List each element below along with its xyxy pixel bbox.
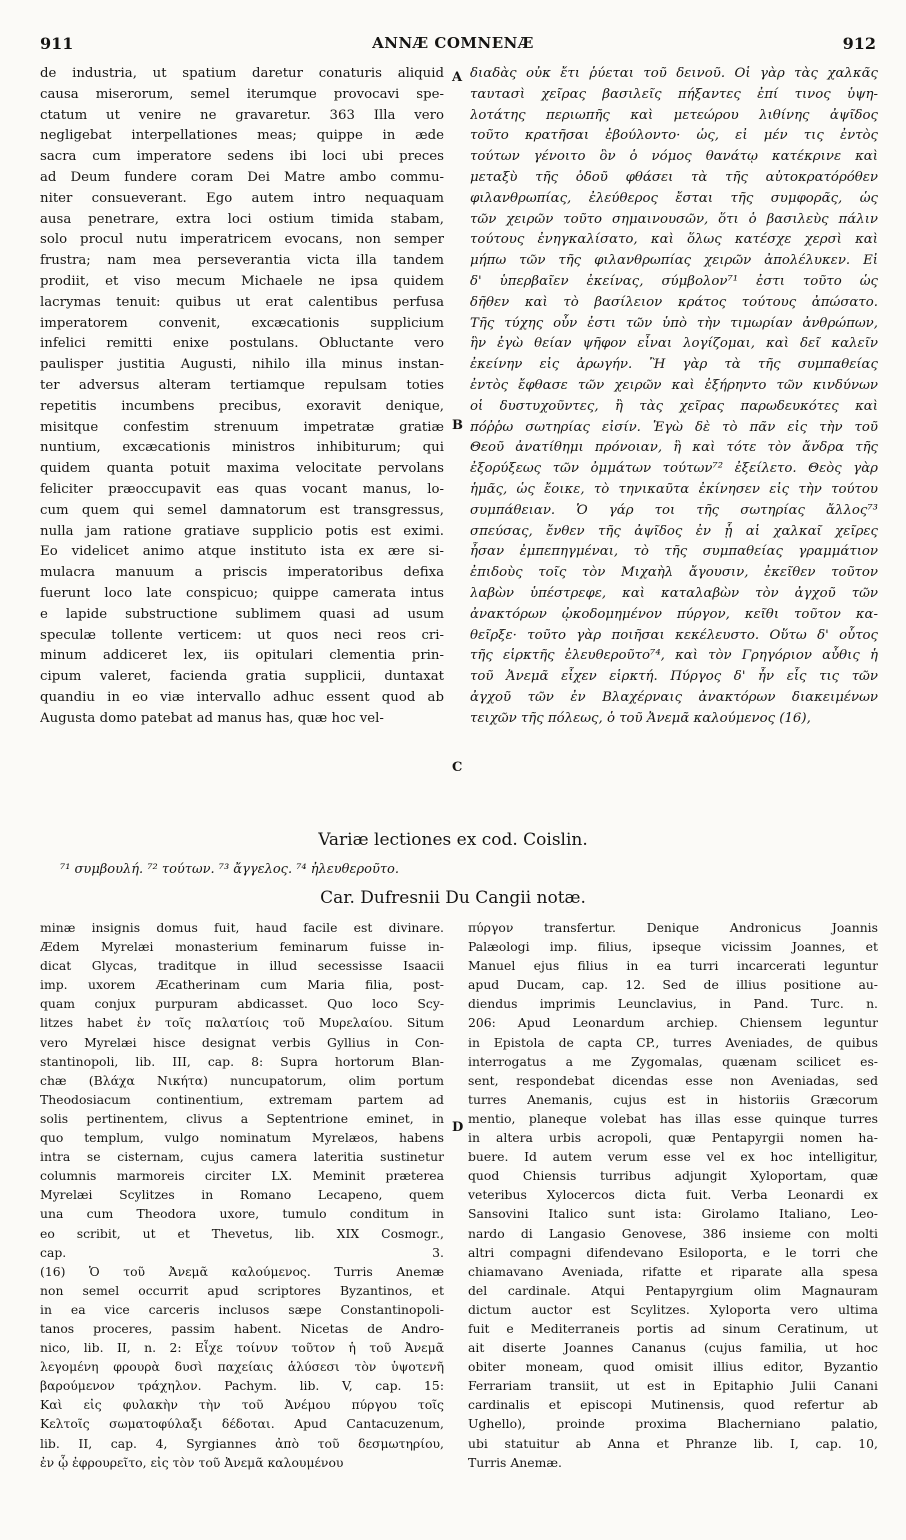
- note-line: nardo di Langasio Genovese, 386 insieme con molti: [468, 1225, 878, 1241]
- text-line: quandiu in eo viæ intervallo adhuc essent quod ab: [40, 689, 444, 705]
- note-line: dicat Glycas, traditque in illud secessisse Isaacii: [40, 958, 444, 974]
- text-line: διαδὰς οὐκ ἔτι ῥύεται τοῦ δεινοῦ. Οἱ γὰρ τὰς χαλκᾶς: [470, 66, 878, 81]
- note-line: Ughello), proinde proxima Blacherniano palatio,: [468, 1416, 878, 1432]
- latin-translation-column: [40, 64, 444, 730]
- greek-text-column: [470, 64, 878, 730]
- note-line: cardinalis et episcopi Mutinensis, quod refertur ab: [468, 1397, 878, 1413]
- text-line: λοτάτης περιωπῆς καὶ μετεώρου λιθίνης ἀψῖδος: [470, 107, 878, 123]
- note-line: stantinopoli, lib. III, cap. 8: Supra hortorum Blan-: [40, 1053, 444, 1069]
- text-line: τούτους ἐνηγκαλίσατο, καὶ ὅλως κατέσχε χερσὶ καὶ: [470, 232, 878, 248]
- page-number-right: 912: [842, 34, 876, 53]
- note-line: del cardinale. Atqui Pentapyrgium olim Magnauram: [468, 1282, 878, 1298]
- note-line: tanos proceres, passim habent. Nicetas de Andro-: [40, 1320, 444, 1336]
- text-line: ἐκείνην εἰς ἀρωγήν. Ἢ γὰρ τὰ τῆς συμπαθείας: [470, 357, 878, 373]
- text-line: de industria, ut spatium daretur conaturis aliquid: [40, 66, 444, 81]
- margin-letter-c: C: [452, 760, 463, 775]
- text-line: speculæ tollente verticem: ut quos neci reos cri-: [40, 627, 444, 643]
- note-line: sent, respondebat dicendas esse non Aveniadas, sed: [468, 1072, 878, 1088]
- note-line: columnis marmoreis circiter LX. Meminit præterea: [40, 1168, 444, 1184]
- text-line: feliciter præoccupavit eas quas vocant manus, lo-: [40, 481, 444, 497]
- text-line: μήπω τῶν τῆς φιλανθρωπίας χειρῶν ἀπολέλυκεν. Εἰ: [470, 253, 878, 269]
- text-line: φιλανθρωπίας, ἐλεύθερος ἔσται τῆς συμφορᾶς, ὡς: [470, 190, 878, 206]
- note-line: Turris Anemæ.: [468, 1454, 562, 1470]
- text-line: ἀγχοῦ τῶν ἐν Βλαχέρναις ἀνακτόρων διακειμένων: [470, 689, 878, 705]
- note-line: λεγομένη φρουρὰ δυσὶ παχείαις ἁλύσεσι τὸν ὑψοτενῆ: [40, 1359, 444, 1375]
- note-line: chæ (Βλάχα Νικήτα) nuncupatorum, olim portum: [40, 1072, 444, 1088]
- note-line: Palæologi imp. filius, ipseque vicissim Joannes, et: [468, 939, 878, 955]
- note-line: buere. Id autem verum esse vel ex hoc intelligitur,: [468, 1149, 878, 1165]
- notes-right-column: [468, 918, 878, 1472]
- text-line: infelici remitti enixe postulans. Obluctante vero: [40, 336, 444, 352]
- text-line: τοῦτο κρατῆσαι ἐβούλοντο· ὡς, εἰ μέν τις ἐντὸς: [470, 128, 878, 144]
- text-line: ταυτασὶ χεῖρας βασιλεῖς πήξαντες ἐπί τινος ὑψη-: [470, 86, 878, 102]
- note-line: Manuel ejus filius in ea turri incarcerati leguntur: [468, 958, 878, 974]
- text-line: Τῆς τύχης οὖν ἐστι τῶν ὑπὸ τὴν τιμωρίαν ἀνθρώπων,: [470, 315, 878, 331]
- note-line: quod Chiensis turribus adjungit Xyloportam, quæ: [468, 1168, 878, 1184]
- text-line: causa miserorum, semel iterumque provocavi spe-: [40, 86, 444, 102]
- variant-readings: ⁷¹ συμβουλή. ⁷² τούτων. ⁷³ ἄγγελος. ⁷⁴ ἠλευθεροῦτο.: [60, 862, 400, 877]
- text-line: fuerunt loco late conspicuo; quippe camerata intus: [40, 585, 444, 601]
- note-line: Theodosiacum continentium, extremam partem ad: [40, 1091, 444, 1107]
- note-line: nico, lib. II, n. 2: Εἶχε τοίνυν τοῦτον ἡ τοῦ Ἀνεμᾶ: [40, 1340, 444, 1356]
- note-line: solis pertinentem, clivus a Septentrione eminet, in: [40, 1110, 444, 1126]
- text-line: sacra cum imperatore sedens ibi loci ubi preces: [40, 149, 444, 165]
- text-line: ἀνακτόρων ᾠκοδομημένον πύργον, κεῖθι τοῦτον κα-: [470, 606, 878, 622]
- text-line: ter adversus alteram tertiamque repulsam toties: [40, 377, 444, 393]
- text-line: prodiit, et viso mecum Michaele ne ipsa quidem: [40, 273, 444, 289]
- text-line: repetitis incumbens precibus, exoravit denique,: [40, 398, 444, 414]
- note-line: 206: Apud Leonardum archiep. Chiensem leguntur: [468, 1015, 878, 1031]
- text-line: συμπάθειαν. Ὁ γάρ τοι τῆς σωτηρίας ἄλλος⁷³: [470, 502, 878, 518]
- note-line: in ea vice carceris inclusos sæpe Constantinopoli-: [40, 1301, 444, 1317]
- text-line: imperatorem convenit, excæcationis supplicium: [40, 315, 444, 331]
- text-line: ἣν ἐγὼ θείαν ψῆφον εἶναι λογίζομαι, καὶ δεῖ καλεῖν: [470, 336, 878, 352]
- note-line: in altera urbis acropoli, quæ Pentapyrgii nomen ha-: [468, 1130, 878, 1146]
- text-line: ctatum ut venire ne gravaretur. 363 Illa vero: [40, 107, 444, 123]
- page-number-left: 911: [40, 34, 74, 53]
- text-line: τούτων γένοιτο ὃν ὁ νόμος θανάτῳ κατέκρινε καὶ: [470, 149, 878, 165]
- text-line: ἦσαν ἐμπεπηγμέναι, τὸ τῆς συμπαθείας γραμμάτιον: [470, 544, 878, 560]
- text-line: οἱ δυστυχοῦντες, ἢ τὰς χεῖρας παρωδευκότες καὶ: [470, 398, 878, 414]
- text-line: Eo videlicet animo atque instituto ista ex ære si-: [40, 544, 444, 560]
- note-line: fuit e Mediterraneis portis ad sinum Ceratinum, ut: [468, 1320, 878, 1336]
- note-line: minæ insignis domus fuit, haud facile est divinare.: [40, 920, 444, 935]
- text-line: λαβὼν ὑπέστρεφε, καὶ καταλαβὼν τὸν ἀγχοῦ τῶν: [470, 585, 878, 601]
- note-line: βαρούμενον τράχηλον. Pachym. lib. V, cap. 15:: [40, 1378, 444, 1394]
- text-line: ἐπιδοὺς τοῖς τὸν Μιχαὴλ ἄγουσιν, ἐκεῖθεν τοῦτον: [470, 565, 878, 581]
- text-line: mulacra manuum a priscis imperatoribus defixa: [40, 565, 444, 581]
- margin-letter-d: D: [452, 1120, 464, 1135]
- notes-heading: Car. Dufresnii Du Cangii notæ.: [320, 888, 586, 908]
- text-line: solo procul nutu imperatricem evocans, non semper: [40, 232, 444, 248]
- note-line: Sansovini Italico sunt ista: Girolamo Italiano, Leo-: [468, 1206, 878, 1222]
- note-line: ἐν ᾧ ἐφρουρεῖτο, εἰς τὸν τοῦ Ἀνεμᾶ καλουμένου: [40, 1454, 344, 1470]
- text-line: ἡμᾶς, ὡς ἔοικε, τὸ τηνικαῦτα ἐκίνησεν εἰς τὴν τούτου: [470, 481, 878, 497]
- note-line: Myrelæi Scylitzes in Romano Lecapeno, quem: [40, 1187, 444, 1203]
- text-line: nuntium, excæcationis ministros inhibiturum; qui: [40, 440, 444, 456]
- note-line: cap. 3.: [40, 1244, 444, 1260]
- note-line: veteribus Xylocercos dicta fuit. Verba Leonardi ex: [468, 1187, 878, 1203]
- notes-left-column: [40, 918, 444, 1472]
- note-line: Ædem Myrelæi monasterium feminarum fuisse in-: [40, 939, 444, 955]
- margin-letter-a: A: [452, 70, 463, 85]
- note-line: quo templum, vulgo nominatum Myrelæos, habens: [40, 1130, 444, 1146]
- note-line: turres Anemanis, cujus est in historiis Græcorum: [468, 1091, 878, 1107]
- note-line: ubi statuitur ab Anna et Phranze lib. I, cap. 10,: [468, 1435, 878, 1451]
- text-line: ausa penetrare, extra loci ostium timida stabam,: [40, 211, 444, 227]
- text-line: δῆθεν καὶ τὸ βασίλειον κράτος τούτους ἀπώσατο.: [470, 294, 878, 310]
- note-line: litzes habet ἐν τοῖς παλατίοις τοῦ Μυρελαίου. Situm: [40, 1015, 444, 1031]
- note-line: apud Ducam, cap. 12. Sed de illius positione au-: [468, 977, 878, 993]
- text-line: τῆς εἱρκτῆς ἐλευθεροῦτο⁷⁴, καὶ τὸν Γρηγόριον αὖθις ἡ: [470, 648, 878, 664]
- text-line: μεταξὺ τῆς ὁδοῦ φθάσει τὰ τῆς αὐτοκρατόρόθεν: [470, 169, 878, 185]
- note-line: intra se cisternam, cujus camera lateritia sustinetur: [40, 1149, 444, 1165]
- note-line: ait diserte Joannes Cananus (cujus familia, ut hoc: [468, 1340, 878, 1356]
- text-line: quidem quanta potuit maxima velocitate pervolans: [40, 461, 444, 477]
- note-line: in Epistola de capta CP., turres Aveniades, de quibus: [468, 1034, 878, 1050]
- note-line: quam conjux purpuram abdicasset. Quo loco Scy-: [40, 996, 444, 1012]
- note-line: una cum Theodora uxore, tumulo conditum in: [40, 1206, 444, 1222]
- text-line: negligebat interpellationes meas; quippe in æde: [40, 128, 444, 144]
- note-line: imp. uxorem Æcatherinam cum Maria filia, post-: [40, 977, 444, 993]
- text-line: σπεύσας, ἔνθεν τῆς ἀψῖδος ἐν ᾗ αἱ χαλκαῖ χεῖρες: [470, 523, 878, 539]
- margin-letter-b: B: [452, 418, 463, 433]
- note-line: πύργον transfertur. Denique Andronicus Joannis: [468, 920, 878, 935]
- note-line: dictum auctor est Scylitzes. Xyloporta vero ultima: [468, 1301, 878, 1317]
- text-line: paulisper justitia Augusti, nihilo illa minus instan-: [40, 357, 444, 373]
- text-line: nulla jam ratione gratiave supplicio potis est eximi.: [40, 523, 444, 539]
- note-line: (16) Ὁ τοῦ Ἀνεμᾶ καλούμενος. Turris Anemæ: [40, 1263, 444, 1279]
- note-line: Ferrariam transiit, ut est in Epitaphio Julii Canani: [468, 1378, 878, 1394]
- note-line: chiamavano Aveniada, rifatte et riparate alla spesa: [468, 1263, 878, 1279]
- text-line: τοῦ Ἀνεμᾶ εἶχεν εἱρκτή. Πύργος δ' ἦν εἷς τις τῶν: [470, 669, 878, 685]
- running-title: ANNÆ COMNENÆ: [372, 34, 534, 52]
- text-line: Θεοῦ ἀνατίθημι πρόνοιαν, ἣ καὶ τότε τὸν ἄνδρα τῆς: [470, 440, 878, 456]
- text-line: τειχῶν τῆς πόλεως, ὁ τοῦ Ἀνεμᾶ καλούμενος (16),: [470, 710, 811, 726]
- text-line: frustra; nam mea perseverantia victa illa tandem: [40, 253, 444, 269]
- note-line: Καὶ εἰς φυλακὴν τὴν τοῦ Ἀνέμου πύργου τοῖς: [40, 1397, 444, 1413]
- note-line: non semel occurrit apud scriptores Byzantinos, et: [40, 1282, 444, 1298]
- note-line: Κελτοῖς σωματοφύλαξι δέδοται. Apud Cantacuzenum,: [40, 1416, 444, 1432]
- text-line: θεῖρξε· τοῦτο γὰρ ποιῆσαι κεκέλευστο. Οὕτω δ' οὗτος: [470, 627, 878, 643]
- text-line: τῶν χειρῶν τοῦτο σημαινουσῶν, ὅτι ὁ βασιλεὺς πάλιν: [470, 211, 878, 227]
- note-line: interrogatus a me Zygomalas, quænam scilicet es-: [468, 1053, 878, 1069]
- text-line: ἐντὸς ἔφθασε τῶν χειρῶν καὶ ἐξήρηντο τῶν κινδύνων: [470, 377, 878, 393]
- note-line: diendus imprimis Leunclavius, in Pand. Turc. n.: [468, 996, 878, 1012]
- text-line: niter consueverant. Ego autem intro nequaquam: [40, 190, 444, 206]
- text-line: lacrymas tenuit: quibus ut erat calentibus perfusa: [40, 294, 444, 310]
- note-line: vero Myrelæi hisce designat verbis Gyllius in Con-: [40, 1034, 444, 1050]
- text-line: cipum valeret, facienda gratia supplicii, duntaxat: [40, 669, 444, 685]
- note-line: obiter moneam, quod omisit illius editor, Byzantio: [468, 1359, 878, 1375]
- note-line: mentio, planeque volebat has illas esse quinque turres: [468, 1110, 878, 1126]
- note-line: lib. II, cap. 4, Syrgiannes ἀπὸ τοῦ δεσμωτηρίου,: [40, 1435, 444, 1451]
- text-line: e lapide substructione sublimem quasi ad usum: [40, 606, 444, 622]
- text-line: Augusta domo patebat ad manus has, quæ hoc vel-: [40, 710, 384, 726]
- text-line: ἐξορύξεως τῶν ὀμμάτων τούτων⁷² ἐξείλετο. Θεὸς γὰρ: [470, 461, 878, 477]
- variants-heading: Variæ lectiones ex cod. Coislin.: [318, 830, 588, 850]
- text-line: δ' ὑπερβαῖεν ἐκείνας, σύμβολον⁷¹ ἐστι τοῦτο ὡς: [470, 273, 878, 289]
- text-line: πόῤῥω σωτηρίας εἰσίν. Ἐγὼ δὲ τὸ πᾶν εἰς τὴν τοῦ: [470, 419, 878, 435]
- text-line: misitque confestim strenuum impetratæ gratiæ: [40, 419, 444, 435]
- text-line: cum quem qui semel damnatorum est transgressus,: [40, 502, 444, 518]
- text-line: minum addiceret lex, iis opitulari clementia prin-: [40, 648, 444, 664]
- text-line: ad Deum fundere coram Dei Matre ambo commu-: [40, 169, 444, 185]
- note-line: eo scribit, ut et Thevetus, lib. XIX Cosmogr.,: [40, 1225, 444, 1241]
- note-line: altri compagni difendevano Esiloporta, e le torri che: [468, 1244, 878, 1260]
